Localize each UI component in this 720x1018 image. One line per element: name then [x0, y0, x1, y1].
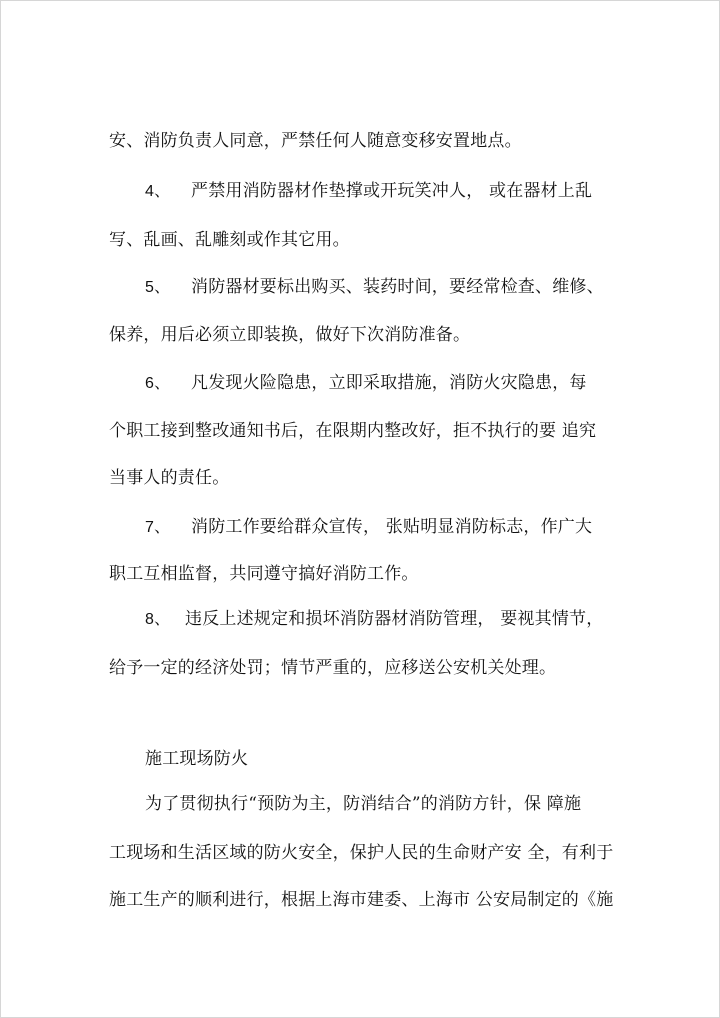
line-text: 保养，用后必须立即装换，做好下次消防准备。	[109, 325, 471, 345]
text-line	[109, 466, 629, 490]
line-text: 个职工接到整改通知书后，在限期内整改好，拒不执行的要 追究	[109, 421, 597, 441]
line-text: 凡发现火险隐患，立即采取措施，消防火灾隐患，每	[191, 373, 587, 393]
line-text: 工现场和生活区域的防火安全，保护人民的生命财产安 全，有利于	[109, 843, 614, 863]
item-number: 4、	[145, 183, 171, 200]
line-text: 当事人的责任。	[109, 468, 230, 488]
text-line	[109, 419, 629, 443]
paragraph-line	[109, 841, 629, 865]
line-text: 安、消防负责人同意，严禁任何人随意变移安置地点。	[109, 131, 522, 151]
section-heading: 施工现场防火	[145, 749, 249, 769]
text-line	[109, 129, 629, 153]
list-item-5	[109, 275, 629, 300]
list-item-6	[109, 371, 629, 396]
line-text: 违反上述规定和损坏消防器材消防管理， 要视其情节，	[185, 609, 604, 629]
list-item-4	[109, 179, 629, 204]
item-number: 7、	[145, 519, 171, 536]
line-text: 为了贯彻执行“预防为主，防消结合”的消防方针，保 障施	[145, 794, 582, 814]
line-text: 施工生产的顺利进行，根据上海市建委、上海市 公安局制定的《施	[109, 890, 614, 910]
line-text: 给予一定的经济处罚；情节严重的，应移送公安机关处理。	[109, 658, 557, 678]
list-item-8	[109, 607, 629, 632]
list-item-7	[109, 515, 629, 540]
item-number: 6、	[145, 375, 171, 392]
line-text: 消防器材要标出购买、装药时间，要经常检查、维修、	[191, 277, 604, 297]
line-text: 职工互相监督，共同遵守搞好消防工作。	[109, 564, 419, 584]
text-line	[109, 656, 629, 680]
line-text: 严禁用消防器材作垫撑或开玩笑冲人， 或在器材上乱	[191, 181, 593, 201]
item-number: 8、	[145, 611, 171, 628]
line-text: 写、乱画、乱雕刻或作其它用。	[109, 230, 350, 250]
line-text: 消防工作要给群众宣传， 张贴明显消防标志，作广大	[191, 517, 593, 537]
paragraph-line	[145, 792, 665, 816]
text-line	[109, 323, 629, 347]
text-line	[109, 562, 629, 586]
paragraph-line	[109, 888, 629, 912]
item-number: 5、	[145, 279, 171, 296]
text-line	[109, 228, 629, 252]
